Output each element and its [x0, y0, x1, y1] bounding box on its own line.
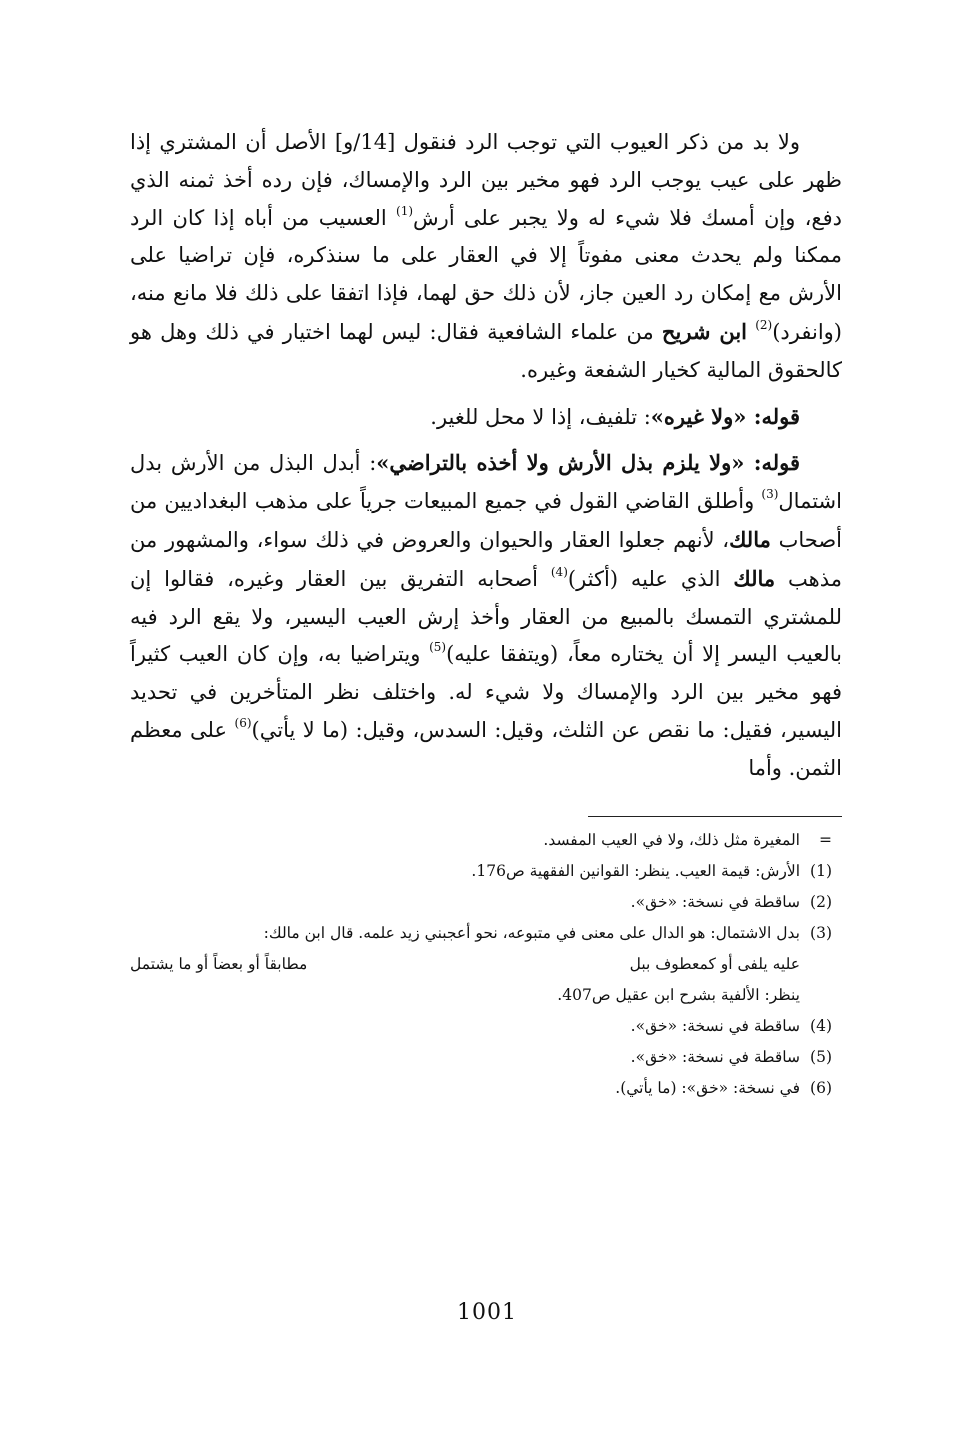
poetry-verse	[130, 949, 842, 980]
verse-second-hemistich: مطابقاً أو بعضاً أو ما يشتمل	[130, 954, 308, 973]
footnote-mark: (4)	[810, 1016, 832, 1035]
page-number: 1001	[457, 1300, 517, 1325]
footnote-ref-6[interactable]: (6)	[234, 715, 252, 730]
footnote-mark: (1)	[810, 861, 832, 880]
paragraph-1	[130, 124, 842, 390]
footnote-ref-3[interactable]: (3)	[761, 487, 779, 502]
footnote-text: ساقطة في نسخة: «خق».	[630, 1047, 800, 1066]
footnote-mark: (5)	[810, 1047, 832, 1066]
footnote-mark: (3)	[810, 923, 832, 942]
paragraph-2	[130, 398, 842, 437]
footnote-ref-1[interactable]: (1)	[396, 203, 414, 218]
paragraph-3-text-2: وأطلق القاضي القول في جميع المبيعات جرياً على مذهب البغداديين من أصحاب	[130, 489, 842, 552]
footnote-ref-5[interactable]: (5)	[429, 640, 447, 655]
footnote-mark: (6)	[810, 1078, 832, 1097]
paragraph-3-text-3: ، لأنهم جعلوا العقار والحيوان والعروض في ذلك سواء، والمشهور من مذهب	[130, 527, 842, 591]
footnote-2	[130, 887, 842, 918]
paragraph-3-text-1: : أبدل البذل من الأرش بدل اشتمال	[130, 451, 842, 514]
footnote-continuation	[130, 825, 842, 856]
scholar-name-malik-1: مالك	[729, 526, 771, 552]
footnote-6	[130, 1073, 842, 1104]
quote-heading-1: قوله: «ولا غيره»	[650, 403, 800, 429]
paragraph-1-text-3: من علماء الشافعية فقال: ليس لهما اختيار في ذلك وهل هو كالحقوق المالية كخيار الشفعة وغيره.	[130, 319, 842, 382]
footnotes	[130, 825, 842, 1104]
footnote-text: ساقطة في نسخة: «خق».	[630, 1016, 800, 1035]
paragraph-3-text-6: ويتراضيا به، وإن كان العيب كثيراً فهو مخير بين الرد والإمساك ولا شيء له. واختلف نظر المتأخرين في تحديد اليسير، فقيل: ما نقص عن الثلث، وقيل: السدس، وقيل: (ما لا يأتي)	[130, 642, 842, 742]
footnote-text: في نسخة: «خق»: (ما يأتي).	[615, 1078, 800, 1097]
footnote-1	[130, 856, 842, 887]
paragraph-1-text-1: ولا بد من ذكر العيوب التي توجب الرد فنقول [14/و] الأصل أن المشتري إذا ظهر على عيب يوجب الرد فهو مخير بين الرد والإمساك، فإن رده أخذ ثمنه الذي دفع، وإن أمسك فلا شيء له ولا يجبر على أرش	[130, 130, 843, 230]
verse-first-hemistich: عليه يلفى أو كمعطوف ببل	[629, 954, 800, 973]
paragraph-3-text-4: الذي عليه (أكثر)	[567, 566, 734, 591]
footnote-text: المغيرة مثل ذلك، ولا في العيب المفسد.	[543, 830, 800, 849]
paragraph-1-text-2: العسيب من أباه إذا كان الرد ممكنا ولم يحدث معنى مفوتاً إلا في العقار على ما سنذكره، فإن تراضيا على الأرش مع إمكان رد العين جاز، لأن ذلك حق لهما، فإذا اتفقا على ذلك فلا مانع منه، (وانفرد)	[130, 205, 842, 344]
footnote-ref-4[interactable]: (4)	[550, 564, 568, 579]
quote-heading-2: قوله: «ولا يلزم بذل الأرش ولا أخذه بالتراضي»	[376, 450, 800, 476]
paragraph-3	[130, 444, 842, 787]
footnote-mark: =	[819, 830, 832, 849]
footnote-text: ينظر: الألفية بشرح ابن عقيل ص407.	[557, 985, 800, 1004]
paragraph-3-text-7: على معظم الثمن. وأما	[130, 717, 842, 780]
scholar-name-ibn-shurayh: ابن شريح	[661, 318, 747, 344]
footnote-3-reference	[130, 980, 842, 1011]
footnote-5	[130, 1042, 842, 1073]
footnote-3	[130, 918, 842, 949]
scholar-name-malik-2: مالك	[733, 565, 776, 591]
page-body	[130, 124, 842, 1104]
footnote-text: الأرش: قيمة العيب. ينظر: القوانين الفقهية ص176.	[471, 861, 800, 880]
footnote-mark: (2)	[810, 892, 832, 911]
main-text	[130, 124, 842, 788]
footnote-text: بدل الاشتمال: هو الدال على معنى في متبوعه، نحو أعجبني زيد علمه. قال ابن مالك:	[263, 923, 800, 942]
footnote-text: ساقطة في نسخة: «خق».	[630, 892, 800, 911]
paragraph-1-space	[747, 320, 755, 344]
footnote-ref-2[interactable]: (2)	[755, 317, 773, 332]
paragraph-2-text: : تلفيف، إذا لا محل للغير.	[430, 404, 651, 429]
paragraph-3-text-5: أصحابه التفريق بين العقار وغيره، فقالوا إن للمشتري التمسك بالمبيع من العقار وأخذ إرش العيب اليسير، ولا يقع الرد فيه بالعيب اليسر إلا أن يختاره معاً، (ويتفقا عليه)	[130, 566, 843, 667]
footnote-separator	[588, 816, 842, 817]
footnote-4	[130, 1011, 842, 1042]
